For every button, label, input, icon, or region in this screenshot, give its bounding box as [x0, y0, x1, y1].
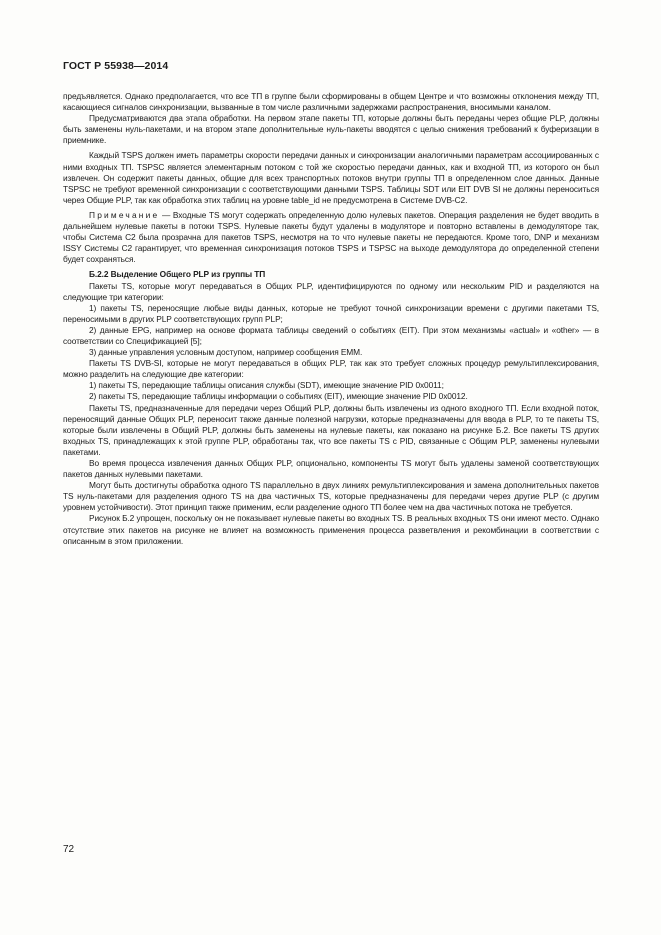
paragraph: Предусматриваются два этапа обработки. На первом этапе пакеты ТП, которые должны быть переданы через общие PLP, должны быть заменены нуль-пакетами, и на втором этапе дополнительные нуль-пакеты вводятся с целью снижения требований к буферизации в приемнике. — [63, 113, 599, 146]
note-text: — Входные TS могут содержать определенную долю нулевых пакетов. Операция разделения не будет вводить в дальнейшем нулевые пакеты в потоки TSPS. Нулевые пакеты будут удалены в модуляторе и повторно вставлены в демодуляторе так, чтобы Система С2 была прозрачна для пакетов TSPS, несмотря на то что нулевые пакеты не передаются. Кроме того, DNP и механизм ISSY Системы С2 гарантирует, что временная синхронизация потоков TSPS и TSPSC на выходе демодулятора до определенной степени будет сохраняться. — [63, 209, 599, 265]
note-paragraph — [63, 210, 599, 265]
paragraph: предъявляется. Однако предполагается, что все ТП в группе были сформированы в общем Центре и что возможны отклонения между ТП, касающиеся сигналов синхронизации, вызванные в том числе различными задержками распространения, вносимыми каналом. — [63, 91, 599, 113]
section-heading: Б.2.2 Выделение Общего PLP из группы ТП — [89, 269, 266, 280]
list-item: 1) пакеты TS, переносящие любые виды данных, которые не требуют точной синхронизации времени с другими пакетами TS, переносимыми в других PLP соответствующих групп PLP; — [63, 302, 599, 324]
list-item: 2) пакеты TS, передающие таблицы информации о событиях (EIT), имеющие значение PID 0x0012. — [89, 391, 468, 402]
list-item: 2) данные EPG, например на основе формата таблицы сведений о событиях (EIT). При этом механизмы «actual» и «other» — в соответствии со Спецификацией [5]; — [63, 324, 599, 346]
page-number: 72 — [63, 844, 75, 855]
paragraph: Пакеты TS, которые могут передаваться в Общих PLP, идентифицируются по одному или нескольким PID и разделяются на следующие три категории: — [63, 280, 599, 302]
paragraph: Могут быть достигнуты обработка одного TS параллельно в двух линиях ремультиплексирования и замена дополнительных пакетов TS нуль-пакетами для разделения одного TS на два частичных TS, которые предназначены для передачи через другие PLP (с другим уровнем устойчивости). Этот принцип также применим, если разделение одного ТП более чем на два частичных потока не требуется. — [63, 480, 599, 513]
paragraph: Пакеты TS, предназначенные для передачи через Общий PLP, должны быть извлечены из одного входного ТП. Если входной поток, переносящий данные Общих PLP, переносит также данные полезной нагрузки, которые предназначены для ввода в PLP, то те пакеты TS, которые были извлечены в Общий PLP, должны быть заменены на нулевые пакеты, как показано на рисунке Б.2. Все пакеты TS других входных TS, принадлежащих к этой группе PLP, обработаны так, что все пакеты TS с PID, связанные с Общим PLP, заменены нулевыми пакетами. — [63, 402, 599, 457]
list-item: 3) данные управления условным доступом, например сообщения ЕММ. — [89, 347, 363, 358]
paragraph: Рисунок Б.2 упрощен, поскольку он не показывает нулевые пакеты во входных TS. В реальных входных TS они имеют место. Однако отсутствие этих пакетов на рисунке не влияет на возможность применения процесса разветвления и рекомбинации в соответствии с описанным в этом приложении. — [63, 513, 599, 546]
document-header: ГОСТ Р 55938—2014 — [63, 60, 169, 72]
paragraph: Пакеты TS DVB-SI, которые не могут передаваться в общих PLP, так как это требует сложных процедур ремультиплексирования, можно разделить на следующие две категории: — [63, 358, 599, 380]
list-item: 1) пакеты TS, передающие таблицы описания службы (SDT), имеющие значение PID 0x0011; — [89, 380, 444, 391]
document-body — [63, 91, 599, 547]
paragraph: Каждый TSPS должен иметь параметры скорости передачи данных и синхронизации аналогичными параметрам ассоциированных с ними входных ТП. TSPSC является элементарным потоком с той же скоростью передачи данных, как и входной ТП, из которого он был извлечен. Он содержит пакеты данных, общие для всех транспортных потоков внутри группы ТП в определенном слое данных. Данные TSPSC не требуют временной синхронизации с соответствующими данными TSPS. Таблицы SDT или EIT DVB SI не должны переноситься через Общие PLP, так как обработка этих таблиц на уровне table_id не предусмотрена в Системе DVB-C2. — [63, 150, 599, 205]
note-label: Примечание — [89, 209, 160, 220]
paragraph: Во время процесса извлечения данных Общих PLP, опционально, компоненты TS могут быть удалены заменой соответствующих пакетов данных нулевыми пакетами. — [63, 458, 599, 480]
